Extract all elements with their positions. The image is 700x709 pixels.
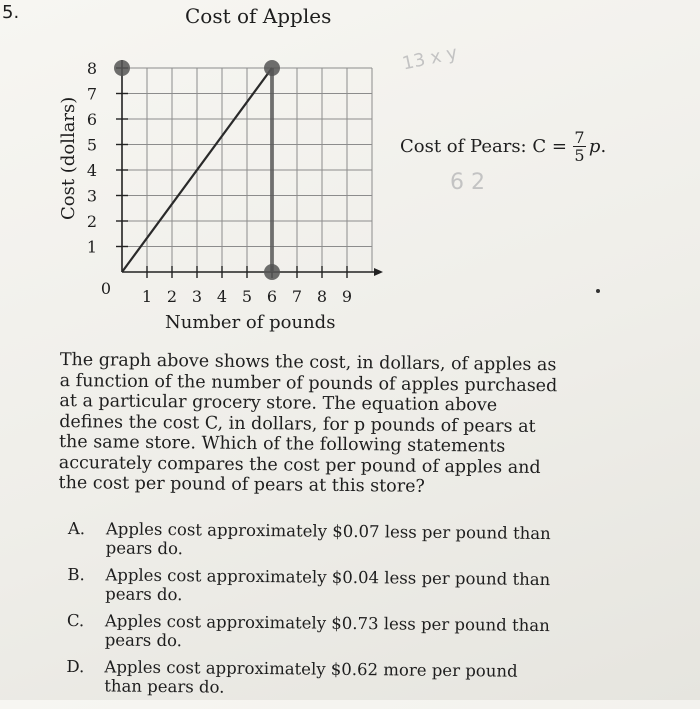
answer-choices bbox=[66, 520, 558, 709]
choice-b[interactable] bbox=[67, 566, 557, 608]
pencil-mark-2: 6 2 bbox=[450, 170, 485, 195]
x-tick-label: 6 bbox=[266, 287, 278, 306]
y-tick-label: 2 bbox=[86, 212, 98, 231]
fraction-denominator: 5 bbox=[574, 146, 585, 165]
x-axis-label: Number of pounds bbox=[165, 312, 336, 333]
y-tick-label: 7 bbox=[86, 84, 98, 104]
chart-title: Cost of Apples bbox=[185, 4, 332, 28]
pears-equation bbox=[400, 130, 606, 163]
highlighted-point bbox=[264, 60, 280, 76]
series-line-apples bbox=[122, 68, 272, 272]
x-tick-label: 2 bbox=[166, 287, 178, 306]
pears-fraction bbox=[573, 130, 586, 163]
x-axis-arrow bbox=[374, 268, 383, 276]
y-tick-label: 6 bbox=[86, 110, 98, 129]
highlighted-point bbox=[264, 264, 280, 280]
x-tick-label: 5 bbox=[241, 287, 253, 306]
x-tick-label: 4 bbox=[216, 287, 228, 306]
choice-c[interactable] bbox=[67, 612, 557, 654]
choice-text: Apples cost approximately $0.07 less per pound than pears do. bbox=[105, 519, 551, 558]
choice-label: C. bbox=[66, 610, 85, 631]
x-tick-label: 3 bbox=[191, 287, 203, 306]
y-tick-label: 1 bbox=[86, 237, 98, 257]
y-tick-label: 4 bbox=[86, 161, 98, 180]
fraction-numerator: 7 bbox=[574, 128, 585, 147]
x-tick-label: 8 bbox=[316, 287, 328, 306]
y-axis-label: Cost (dollars) bbox=[58, 96, 79, 220]
stray-dot bbox=[596, 289, 600, 293]
x-tick-label: 7 bbox=[291, 287, 303, 306]
choice-a[interactable] bbox=[68, 520, 558, 562]
choice-d[interactable] bbox=[66, 658, 556, 700]
pears-equation-suffix: . bbox=[600, 136, 607, 157]
y-tick-label: 3 bbox=[86, 186, 98, 206]
y-tick-label: 5 bbox=[86, 135, 98, 155]
choice-text: Apples cost approximately $0.62 more per pound than pears do. bbox=[104, 657, 518, 697]
question-text: The graph above shows the cost, in dollars, of apples as a function of the number of pounds of apples purchased at a particular grocery store. The equation above defines the cost C, in dollars, for p pounds of pears at the same store. Which of the following statements accurately compares the cost per pound of apples and the cost per pound of pears at this store? bbox=[58, 350, 558, 497]
origin-label: 0 bbox=[100, 279, 112, 298]
choice-label: B. bbox=[67, 564, 85, 585]
choice-label: A. bbox=[67, 519, 86, 539]
choice-label: D. bbox=[66, 656, 85, 677]
highlighted-point bbox=[114, 60, 130, 76]
pears-variable: p bbox=[588, 136, 601, 157]
pears-equation-prefix: Cost of Pears: C = bbox=[400, 136, 567, 157]
x-tick-label: 1 bbox=[141, 287, 153, 306]
x-tick-label: 9 bbox=[341, 287, 353, 306]
question-number: 5. bbox=[2, 2, 20, 23]
pencil-mark-1: 13 x y bbox=[400, 42, 460, 75]
choice-text: Apples cost approximately $0.73 less per pound than pears do. bbox=[104, 611, 550, 650]
choice-text: Apples cost approximately $0.04 less per pound than pears do. bbox=[105, 565, 551, 604]
y-tick-label: 8 bbox=[86, 59, 98, 78]
